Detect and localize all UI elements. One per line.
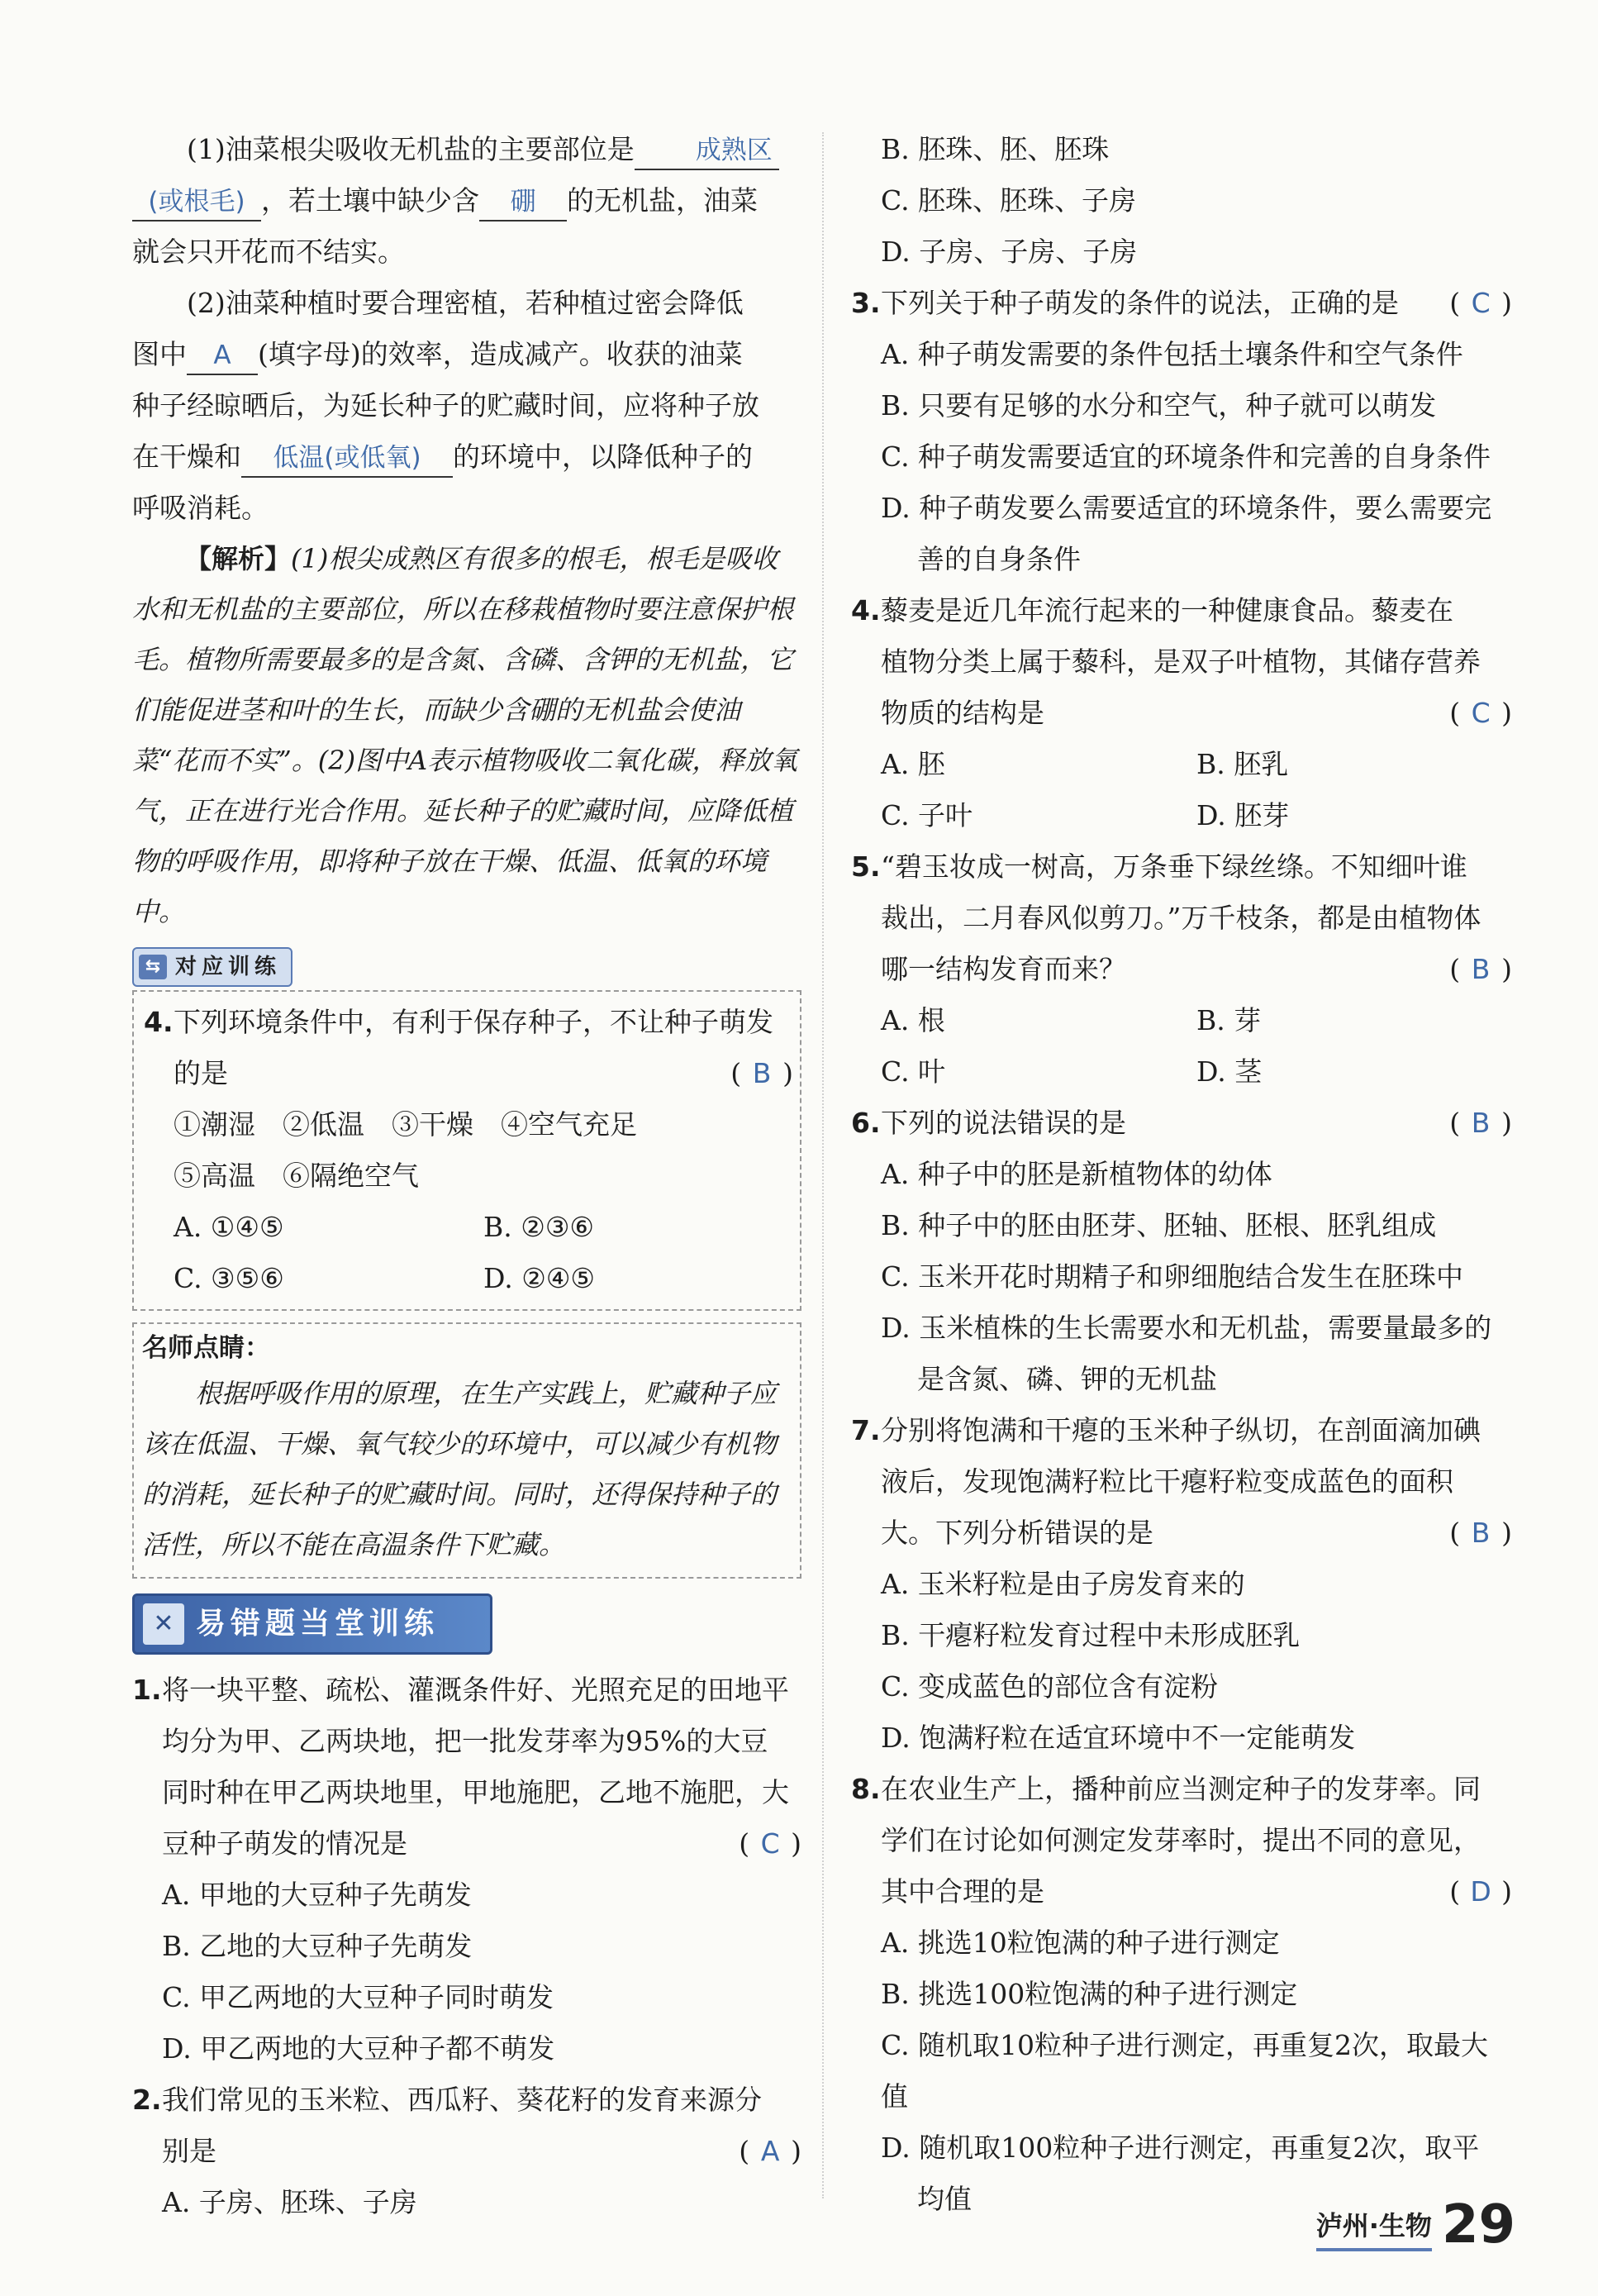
question-stem-text: 别是 <box>162 2135 216 2167</box>
option-a: A. 子房、胚珠、子房 <box>162 2186 417 2218</box>
question-stem: 藜麦是近几年流行起来的一种健康食品。藜麦在 <box>881 594 1453 626</box>
tip-text: 根据呼吸作用的原理，在生产实践上，贮藏种子应该在低温、干燥、氧气较少的环境中，可以减少有机物的消耗，延长种子的贮藏时间。同时，还得保持种子的活性，所以不能在高温条件下贮藏。 <box>142 1378 778 1560</box>
answer-letter: C <box>760 1827 780 1860</box>
question-number: 8. <box>851 1773 881 1805</box>
option-d: D. 随机取100粒种子进行测定，再重复2次，取平 <box>881 2132 1480 2164</box>
swap-arrows-icon: ⇆ <box>139 955 167 979</box>
sub-question-1-cont <box>132 175 801 226</box>
option-row <box>144 1253 793 1304</box>
option-a: A. ①④⑤ <box>174 1211 284 1243</box>
question-number: 5. <box>851 850 881 883</box>
answer-letter: C <box>1471 697 1491 729</box>
sub2-text: 的环境中，以降低种子的 <box>453 441 753 473</box>
question-stem-text: 豆种子萌发的情况是 <box>162 1827 407 1860</box>
option-c: C. ③⑤⑥ <box>174 1262 284 1294</box>
sub2-text: 种子经晾晒后，为延长种子的贮藏时间，应将种子放 <box>132 389 759 422</box>
option-row <box>144 1202 793 1253</box>
sub2-text: 图中 <box>132 338 187 370</box>
answer-paren: ( B ) <box>1449 1098 1512 1149</box>
answer-blank: 成熟区 <box>635 132 779 170</box>
answer-letter: A <box>760 2135 780 2167</box>
option-b: B. 只要有足够的水分和空气，种子就可以萌发 <box>881 389 1437 422</box>
answer-blank: 低温(或低氧) <box>241 440 453 478</box>
option-row <box>851 790 1512 841</box>
option-b: B. 乙地的大豆种子先萌发 <box>162 1930 473 1962</box>
answer-letter: B <box>1471 953 1491 985</box>
page-number: 29 <box>1441 2194 1515 2256</box>
question-stem: 裁出，二月春风似剪刀。”万千枝条，都是由植物体 <box>881 902 1481 934</box>
sub2-text: (填字母)的效率，造成减产。收获的油菜 <box>258 338 743 370</box>
question-stem: 我们常见的玉米粒、西瓜籽、葵花籽的发育来源分 <box>162 2084 762 2116</box>
option-d-cont: 是含氮、磷、钾的无机盐 <box>917 1363 1217 1395</box>
answer-letter: B <box>1471 1517 1491 1549</box>
option-a: A. 种子萌发需要的条件包括土壤条件和空气条件 <box>881 338 1463 370</box>
question-number: 4. <box>144 1006 174 1038</box>
error-prone-banner <box>132 1593 492 1655</box>
question-stem: 学们在讨论如何测定发芽率时，提出不同的意见， <box>881 1824 1481 1856</box>
question-stem: 液后，发现饱满籽粒比干瘪籽粒变成蓝色的面积 <box>881 1465 1453 1498</box>
question-stem-text: 哪一结构发育而来？ <box>881 953 1126 985</box>
option-d: D. 胚芽 <box>1196 799 1290 831</box>
answer-paren: ( C ) <box>1449 278 1512 329</box>
question-number: 4. <box>851 594 881 626</box>
question-stem <box>881 688 1512 739</box>
footer-subject: 泸州·生物 <box>1316 2205 1432 2251</box>
option-a: A. 挑选10粒饱满的种子进行测定 <box>881 1927 1280 1959</box>
question-stem: 下列环境条件中，有利于保存种子，不让种子萌发 <box>174 1006 773 1038</box>
question-stem <box>174 1048 793 1099</box>
tip-title: 名师点睛： <box>142 1333 270 1363</box>
option-d: D. ②④⑤ <box>483 1262 596 1294</box>
sub2-text: 在干燥和 <box>132 441 241 473</box>
question-stem: 在农业生产上，播种前应当测定种子的发芽率。同 <box>881 1773 1481 1805</box>
condition-list: ⑤高温 ⑥隔绝空气 <box>174 1160 419 1192</box>
right-column <box>851 124 1512 2225</box>
question-4-left <box>144 997 793 1099</box>
option-a: A. 甲地的大豆种子先萌发 <box>162 1879 472 1911</box>
answer-blank: (或根毛) <box>132 183 261 222</box>
question-stem <box>881 1866 1512 1917</box>
option-c: C. 胚珠、胚珠、子房 <box>881 184 1137 217</box>
question-5 <box>851 841 1512 995</box>
question-3 <box>851 278 1512 329</box>
option-a: A. 玉米籽粒是由子房发育来的 <box>881 1568 1245 1600</box>
question-stem <box>881 1508 1512 1559</box>
option-d: D. 饱满籽粒在适宜环境中不一定能萌发 <box>881 1722 1356 1754</box>
option-c: C. 子叶 <box>881 799 973 831</box>
question-4 <box>851 585 1512 739</box>
question-stem: 同时种在甲乙两块地里，甲地施肥，乙地不施肥，大 <box>162 1776 789 1808</box>
question-stem-text: 的是 <box>174 1057 228 1089</box>
option-d: D. 种子萌发要么需要适宜的环境条件，要么需要完 <box>881 492 1492 524</box>
question-stem <box>881 1098 1512 1149</box>
option-b: B. 芽 <box>1196 1004 1262 1036</box>
option-d: D. 甲乙两地的大豆种子都不萌发 <box>162 2032 555 2065</box>
question-stem-text: 物质的结构是 <box>881 697 1044 729</box>
option-d-cont: 善的自身条件 <box>917 543 1081 575</box>
option-c: C. 玉米开花时期精子和卵细胞结合发生在胚珠中 <box>881 1260 1464 1293</box>
sub2-line <box>132 431 801 483</box>
option-b: B. 胚乳 <box>1196 748 1289 780</box>
question-2 <box>132 2074 801 2177</box>
column-divider <box>822 132 824 2198</box>
question-stem: “碧玉妆成一树高，万条垂下绿丝绦。不知细叶谁 <box>881 850 1467 883</box>
sub-question-2: (2)油菜种植时要合理密植，若种植过密会降低 <box>187 287 744 319</box>
sub2-line <box>132 329 801 380</box>
answer-blank: 硼 <box>479 183 567 222</box>
question-stem: 植物分类上属于藜科，是双子叶植物，其储存营养 <box>881 645 1481 678</box>
answer-paren: ( B ) <box>1449 1508 1512 1559</box>
question-stem <box>162 2126 801 2177</box>
option-row <box>851 1046 1512 1098</box>
answer-letter: B <box>1471 1107 1491 1139</box>
option-b: B. ②③⑥ <box>483 1211 594 1243</box>
option-b: B. 种子中的胚由胚芽、胚轴、胚根、胚乳组成 <box>881 1209 1437 1241</box>
analysis-block <box>132 534 801 937</box>
option-row <box>851 995 1512 1046</box>
option-d: D. 茎 <box>1196 1055 1263 1088</box>
answer-paren: ( D ) <box>1449 1866 1512 1917</box>
question-number: 1. <box>132 1674 162 1706</box>
option-d: D. 玉米植株的生长需要水和无机盐，需要量最多的 <box>881 1312 1492 1344</box>
question-number: 2. <box>132 2084 162 2116</box>
teacher-tip-box <box>132 1322 801 1579</box>
answer-paren: ( C ) <box>1449 688 1512 739</box>
option-c: C. 随机取10粒种子进行测定，再重复2次，取最大值 <box>881 2029 1489 2113</box>
question-stem <box>881 278 1512 329</box>
question-1 <box>132 1665 801 1870</box>
analysis-tag: 【解析】 <box>185 543 292 574</box>
question-8 <box>851 1764 1512 1917</box>
option-b: B. 挑选100粒饱满的种子进行测定 <box>881 1978 1298 2010</box>
sub2-text: 呼吸消耗。 <box>132 492 269 524</box>
training-label <box>132 947 292 987</box>
question-stem-text: 下列关于种子萌发的条件的说法，正确的是 <box>881 287 1399 319</box>
question-number: 3. <box>851 287 881 319</box>
question-number: 6. <box>851 1107 881 1139</box>
condition-list: ①潮湿 ②低温 ③干燥 ④空气充足 <box>174 1108 637 1141</box>
question-number: 7. <box>851 1414 881 1446</box>
answer-paren: ( C ) <box>739 1818 801 1870</box>
option-row <box>851 739 1512 790</box>
option-b: B. 干瘪籽粒发育过程中未形成胚乳 <box>881 1619 1301 1651</box>
sub-question-1 <box>132 124 801 175</box>
question-7 <box>851 1405 1512 1559</box>
option-c: C. 甲乙两地的大豆种子同时萌发 <box>162 1981 554 2013</box>
option-d: D. 子房、子房、子房 <box>881 236 1138 268</box>
option-d-cont: 均值 <box>917 2183 972 2215</box>
answer-letter: B <box>752 1057 772 1089</box>
answer-paren: ( B ) <box>1449 944 1512 995</box>
option-c: C. 变成蓝色的部位含有淀粉 <box>881 1670 1219 1703</box>
option-c: C. 种子萌发需要适宜的环境条件和完善的自身条件 <box>881 441 1491 473</box>
left-column <box>132 124 801 2228</box>
option-a: A. 胚 <box>881 748 945 780</box>
option-c: C. 叶 <box>881 1055 946 1088</box>
question-stem-text: 大。下列分析错误的是 <box>881 1517 1153 1549</box>
question-stem-text: 下列的说法错误的是 <box>881 1107 1126 1139</box>
sub1-text: ，若土壤中缺少含 <box>261 184 479 217</box>
option-a: A. 种子中的胚是新植物体的幼体 <box>881 1158 1272 1190</box>
analysis-text: (1)根尖成熟区有很多的根毛，根毛是吸收水和无机盐的主要部位，所以在移栽植物时要注意保护根毛。植物所需要最多的是含氮、含磷、含钾的无机盐，它们能促进茎和叶的生长，而缺少含硼的无机盐会使油菜“花而不实”。(2)图中A表示植物吸收二氧化碳，释放氧气，正在进行光合作用。延长种子的贮藏时间，应降低植物的呼吸作用，即将种子放在干燥、低温、低氧的环境中。 <box>132 543 798 927</box>
question-stem: 分别将饱满和干瘪的玉米种子纵切，在剖面滴加碘 <box>881 1414 1481 1446</box>
option-a: A. 根 <box>881 1004 945 1036</box>
sub1-text: 就会只开花而不结实。 <box>132 236 405 268</box>
question-6 <box>851 1098 1512 1149</box>
answer-blank: A <box>187 337 258 375</box>
page-footer <box>1315 2194 1515 2256</box>
sub1-text: 的无机盐，油菜 <box>567 184 758 217</box>
training-box <box>132 990 801 1311</box>
sub1-text: (1)油菜根尖吸收无机盐的主要部位是 <box>187 133 635 165</box>
question-stem: 均分为甲、乙两块地，把一批发芽率为95%的大豆 <box>162 1725 768 1757</box>
training-label-text: 对应训练 <box>175 955 282 979</box>
question-stem <box>881 944 1512 995</box>
option-b: B. 胚珠、胚、胚珠 <box>881 133 1110 165</box>
answer-letter: C <box>1471 287 1491 319</box>
compress-arrows-icon: ✕ <box>143 1603 184 1645</box>
answer-paren: ( A ) <box>739 2126 801 2177</box>
banner-text: 易错题当堂训练 <box>196 1607 440 1641</box>
answer-letter: D <box>1470 1875 1491 1908</box>
question-stem: 将一块平整、疏松、灌溉条件好、光照充足的田地平 <box>162 1674 789 1706</box>
answer-paren: ( B ) <box>730 1048 793 1099</box>
question-stem <box>162 1818 801 1870</box>
question-stem-text: 其中合理的是 <box>881 1875 1044 1908</box>
